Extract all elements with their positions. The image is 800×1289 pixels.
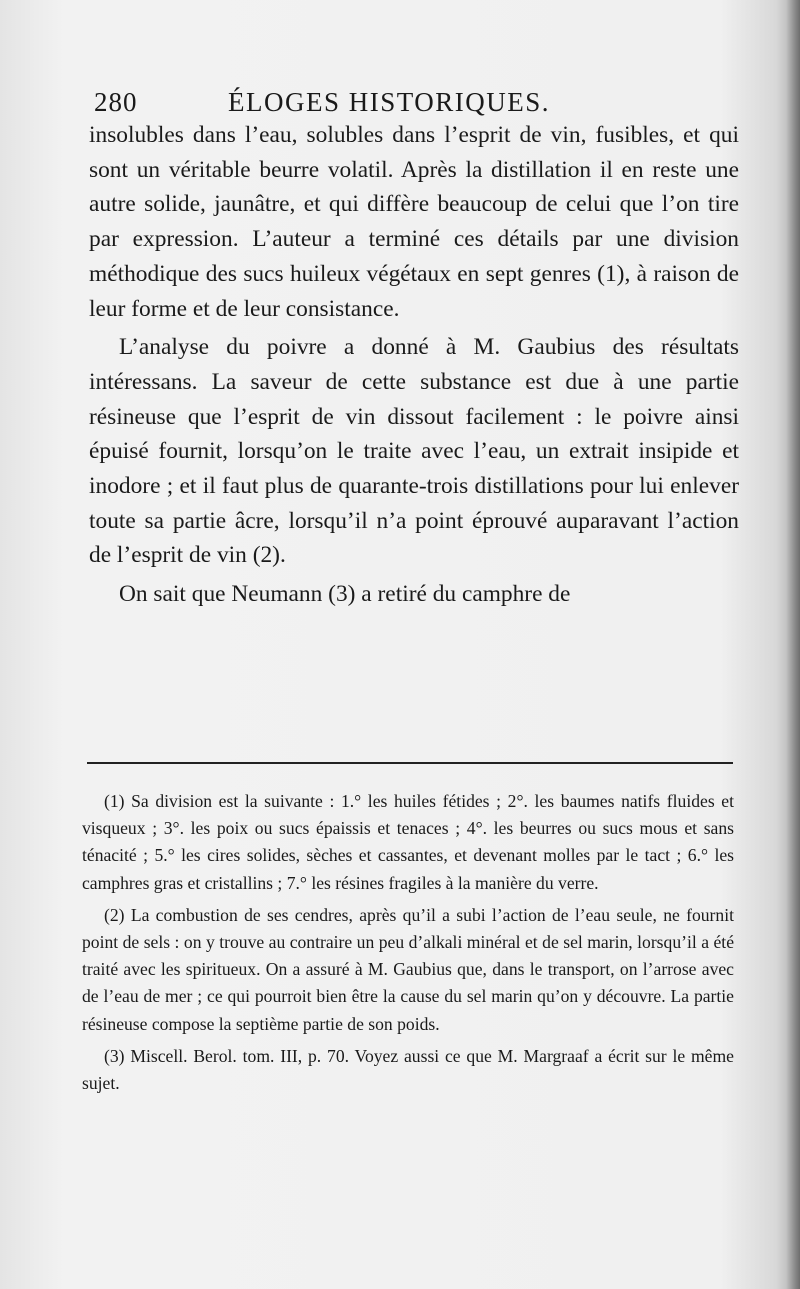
page-number: 280 bbox=[94, 87, 138, 117]
footnote-3: (3) Miscell. Berol. tom. III, p. 70. Voyez aussi ce que M. Margraaf a écrit sur le même sujet. bbox=[82, 1045, 734, 1094]
paragraph-continued: insolubles dans l’eau, solubles dans l’esprit de vin, fusibles, et qui sont un véritable beurre volatil. Après la distillation il en reste une autre solide, jaunâtre, et qui diffère beaucoup de celui que l’on tire par expression. L’auteur a terminé ces détails par une division méthodique des sucs huileux végétaux en sept genres (1), à raison de leur forme et de leur consistance. bbox=[89, 122, 739, 322]
paragraph-neumann: On sait que Neumann (3) a retiré du camphre de bbox=[119, 581, 571, 608]
page-edge-shadow bbox=[786, 0, 800, 1289]
main-text bbox=[89, 118, 739, 612]
paragraph-pepper-analysis: L’analyse du poivre a donné à M. Gaubius des résultats intéressans. La saveur de cette substance est due à une partie résineuse que l’esprit de vin dissout facilement : le poivre ainsi épuisé fournit, lorsqu’on le traite avec l’eau, un extrait insipide et inodore ; et il faut plus de quarante-trois distillations pour lui enlever toute sa partie âcre, lorsqu’il n’a point éprouvé auparavant l’action de l’esprit de vin (2). bbox=[89, 334, 739, 569]
footnotes bbox=[82, 788, 734, 1102]
footnote-2: (2) La combustion de ses cendres, après qu’il a subi l’action de l’eau seule, ne fournit point de sels : on y trouve au contraire un peu d’alkali minéral et de sel marin, lorsqu’il a été traité avec les spiritueux. On a assuré à M. Gaubius que, dans le transport, on l’arrose avec de l’eau de mer ; ce qui pourroit bien être la cause du sel marin qu’on y découvre. La partie résineuse compose la septième partie de son poids. bbox=[82, 904, 734, 1034]
page-header bbox=[94, 82, 734, 122]
footnote-1: (1) Sa division est la suivante : 1.° les huiles fétides ; 2°. les baumes natifs fluides et visqueux ; 3°. les poix ou sucs épaissis et tenaces ; 4°. les beurres ou sucs mous et sans ténacité ; 5.° les cires solides, sèches et cassantes, et devenant molles par le tact ; 6.° les camphres gras et cristallins ; 7.° les résines fragiles à la manière du verre. bbox=[82, 791, 734, 893]
running-title: ÉLOGES HISTORIQUES. bbox=[228, 87, 551, 117]
footnote-divider bbox=[87, 762, 733, 764]
